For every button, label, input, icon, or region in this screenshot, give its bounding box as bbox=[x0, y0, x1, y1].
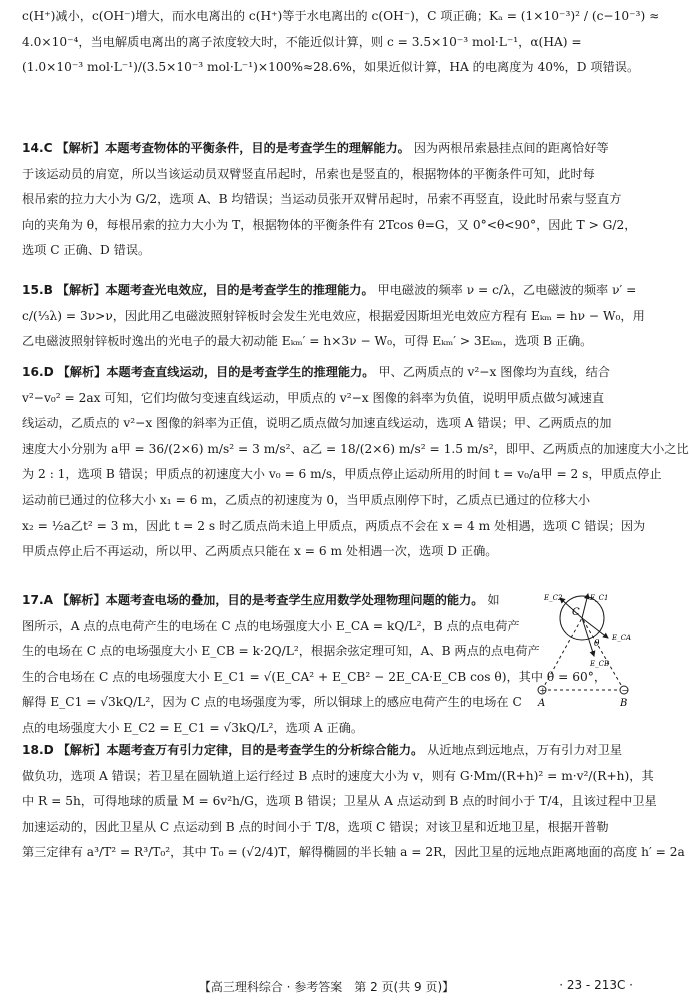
footer-title: 【高三理科综合 · 参考答案 第 2 页(共 9 页)】 bbox=[198, 980, 455, 994]
label-ecb: E_CB bbox=[590, 660, 610, 668]
text-line: 因为两根吊索悬挂点间的距离恰好等 bbox=[413, 141, 609, 155]
question-number: 18.D bbox=[22, 743, 54, 757]
text-line: 解得 E_C1 = √3kQ/L²，因为 C 点的电场强度为零，所以铜球上的感应电荷产生的电场在 C bbox=[22, 695, 522, 710]
answer-14 bbox=[22, 136, 637, 264]
label-ec1: E_C1 bbox=[590, 594, 609, 602]
analysis-heading: 【解析】本题考查直线运动，目的是考查学生的推理能力。 bbox=[57, 365, 375, 379]
side-line-b bbox=[582, 618, 624, 690]
analysis-heading: 【解析】本题考查万有引力定律，目的是考查学生的分析综合能力。 bbox=[57, 743, 424, 757]
label-eca: E_CA bbox=[612, 634, 632, 642]
text-line: 4.0×10⁻⁴，当电解质电离出的离子浓度较大时，不能近似计算，则 c = 3.5×10⁻³ mol·L⁻¹，α(HA) = bbox=[22, 34, 582, 49]
analysis-heading: 【解析】本题考查电场的叠加，目的是考查学生应用数学处理物理问题的能力。 bbox=[56, 593, 484, 607]
label-b: B bbox=[620, 698, 628, 709]
text-line: 中 R = 5h，可得地球的质量 M = 6v²h/G，选项 B 错误；卫星从 A 点运动到 B 点的时间小于 T/4，且该过程中卫星 bbox=[22, 794, 657, 809]
text-line: (1.0×10⁻³ mol·L⁻¹)/(3.5×10⁻³ mol·L⁻¹)×100%≈28.6%，如果近似计算，HA 的电离度为 40%，D 项错误。 bbox=[22, 60, 640, 75]
question-number: 14.C bbox=[22, 141, 53, 155]
text-line: 生的合电场在 C 点的电场强度大小 E_C1 = √(E_CA² + E_CB² − 2E_CA·E_CB cos θ)，其中 θ = 60°， bbox=[22, 669, 606, 684]
text-line: c(H⁺)减小，c(OH⁻)增大，而水电离出的 c(H⁺)等于水电离出的 c(OH⁻)，C 项正确；Kₐ = (1×10⁻³)² / (c−10⁻³) ≈ bbox=[22, 9, 660, 23]
text-line: c/(⅓λ) = 3ν>ν，因此用乙电磁波照射锌板时会发生光电效应，根据爱因斯坦光电效应方程有 Eₖₘ = hν − W₀，用 bbox=[22, 308, 645, 323]
text-line: 甲质点停止后不再运动，所以甲、乙两质点只能在 x = 6 m 处相遇一次，选项 D 正确。 bbox=[22, 544, 498, 559]
text-line: 速度大小分别为 a甲 = 36/(2×6) m/s² = 3 m/s²、a乙 = 18/(2×6) m/s² = 1.5 m/s²，即甲、乙两质点的加速度大小之比 bbox=[22, 441, 689, 456]
paragraph-previous bbox=[22, 4, 660, 81]
text-line: 线运动，乙质点的 v²−x 图像的斜率为正值，说明乙质点做匀加速直线运动，选项 A 错误；甲、乙两质点的加 bbox=[22, 416, 612, 431]
question-number: 15.B bbox=[22, 283, 53, 297]
analysis-heading: 【解析】本题考查物体的平衡条件，目的是考查学生的理解能力。 bbox=[56, 141, 410, 155]
label-a: A bbox=[538, 698, 546, 709]
text-line: 为 2 : 1，选项 B 错误；甲质点的初速度大小 v₀ = 6 m/s，甲质点停止运动所用的时间 t = v₀/a甲 = 2 s，甲质点停止 bbox=[22, 467, 662, 482]
question-number: 17.A bbox=[22, 593, 54, 607]
label-minus: − bbox=[621, 686, 629, 695]
text-line: 于该运动员的肩宽，所以当该运动员双臂竖直吊起时，吊索也是竖直的，根据物体的平衡条件可知，此时每 bbox=[22, 166, 595, 181]
vector-ec1 bbox=[582, 594, 588, 618]
text-line: 如 bbox=[487, 593, 500, 607]
label-theta: θ bbox=[594, 639, 600, 649]
text-line: x₂ = ½a乙t² = 3 m，因此 t = 2 s 时乙质点尚未追上甲质点，两质点不会在 x = 4 m 处相遇，选项 C 错误；因为 bbox=[22, 518, 646, 533]
page-footer bbox=[0, 976, 653, 998]
electric-field-diagram bbox=[524, 590, 640, 710]
text-line: 做负功，选项 A 错误；若卫星在圆轨道上运行经过 B 点时的速度大小为 v，则有 G·Mm/(R+h)² = m·v²/(R+h)，其 bbox=[22, 768, 654, 783]
text-line: 运动前已通过的位移大小 x₁ = 6 m，乙质点的初速度为 0，当甲质点刚停下时，乙质点已通过的位移大小 bbox=[22, 492, 591, 507]
footer-code: · 23 - 213C · bbox=[559, 978, 633, 992]
text-line: 生的电场在 C 点的电场强度大小 E_CB = k·2Q/L²，根据余弦定理可知，A、B 两点的点电荷产 bbox=[22, 644, 540, 659]
text-line: 向的夹角为 θ，每根吊索的拉力大小为 T，根据物体的平衡条件有 2Tcos θ=G，又 0°<θ<90°，因此 T > G/2， bbox=[22, 217, 637, 232]
answer-16 bbox=[22, 360, 689, 565]
text-line: 从近地点到远地点，万有引力对卫星 bbox=[427, 743, 623, 757]
side-line-a bbox=[542, 618, 582, 690]
label-c: C bbox=[572, 607, 580, 618]
text-line: 选项 C 正确、D 错误。 bbox=[22, 243, 151, 258]
text-line: 根吊索的拉力大小为 G/2，选项 A、B 均错误；当运动员张开双臂吊起时，吊索不再竖直，设此时吊索与竖直方 bbox=[22, 192, 622, 207]
text-line: 甲、乙两质点的 v²−x 图像均为直线，结合 bbox=[378, 365, 610, 379]
answer-17 bbox=[22, 588, 606, 742]
text-line: 点的电场强度大小 E_C2 = E_C1 = √3kQ/L²，选项 A 正确。 bbox=[22, 720, 364, 735]
answer-15 bbox=[22, 278, 645, 355]
question-number: 16.D bbox=[22, 365, 54, 379]
text-line: 甲电磁波的频率 ν = c/λ，乙电磁波的频率 ν′ = bbox=[377, 283, 637, 297]
answer-18 bbox=[22, 738, 685, 866]
label-ec2: E_C2 bbox=[544, 594, 563, 602]
text-line: 加速运动的，因此卫星从 C 点运动到 B 点的时间小于 T/8，选项 C 错误；对该卫星和近地卫星，根据开普勒 bbox=[22, 819, 609, 834]
text-line: 第三定律有 a³/T² = R³/T₀²，其中 T₀ = (√2/4)T，解得椭圆的半长轴 a = 2R，因此卫星的远地点距离地面的高度 h′ = 2a bbox=[22, 845, 685, 860]
text-line: 乙电磁波照射锌板时逸出的光电子的最大初动能 Eₖₘ′ = h×3ν − W₀，可得 Eₖₘ′ > 3Eₖₘ，选项 B 正确。 bbox=[22, 334, 593, 349]
text-line: 图所示，A 点的点电荷产生的电场在 C 点的电场强度大小 E_CA = kQ/L²，B 点的点电荷产 bbox=[22, 618, 520, 633]
label-plus: + bbox=[539, 686, 547, 695]
analysis-heading: 【解析】本题考查光电效应，目的是考查学生的推理能力。 bbox=[56, 283, 374, 297]
text-line: v²−v₀² = 2ax 可知，它们均做匀变速直线运动，甲质点的 v²−x 图像的斜率为负值，说明甲质点做匀减速直 bbox=[22, 390, 605, 405]
